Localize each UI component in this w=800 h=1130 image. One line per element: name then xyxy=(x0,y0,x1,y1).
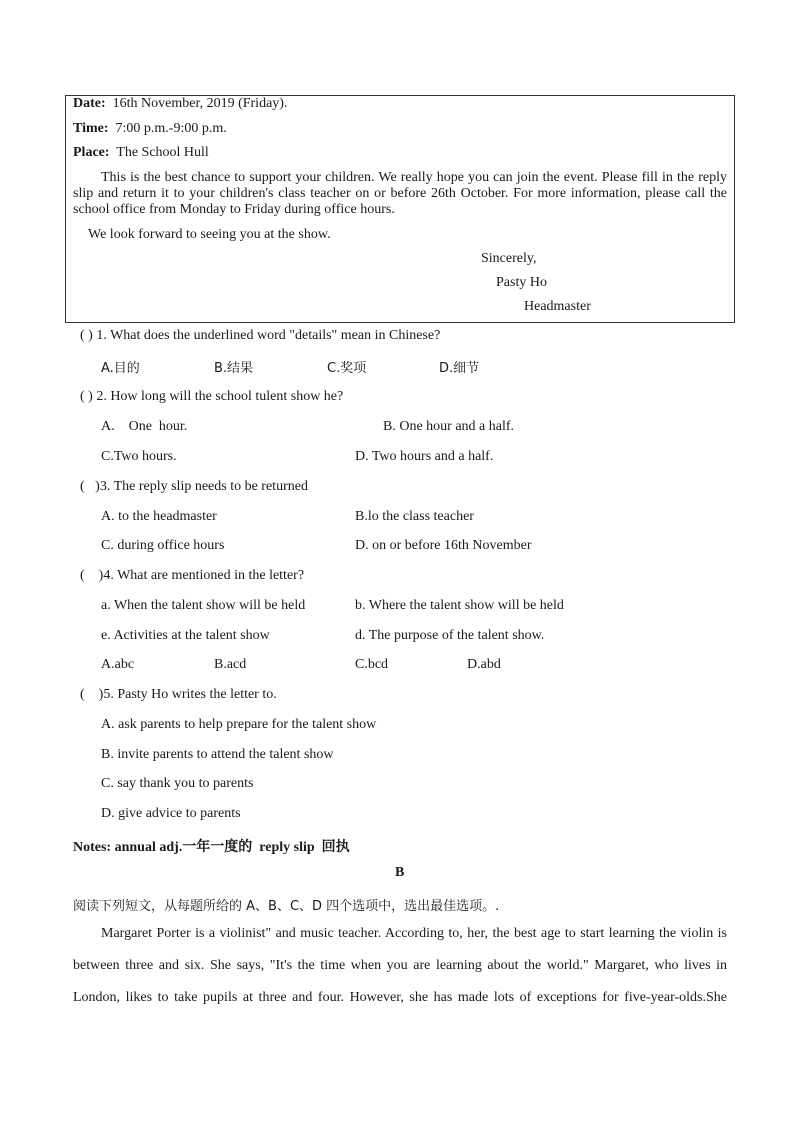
question-4-option-b: B.acd xyxy=(214,657,247,672)
question-4-stem: ( )4. What are mentioned in the letter? xyxy=(80,568,305,583)
question-5-option-b: B. invite parents to attend the talent show xyxy=(101,747,334,762)
question-4-option-d: D.abd xyxy=(467,657,501,672)
vocabulary-notes: Notes: annual adj.一年一度的 reply slip 回执 xyxy=(73,840,350,855)
time-value: 7:00 p.m.-9:00 p.m. xyxy=(115,121,227,136)
question-5-option-c: C. say thank you to parents xyxy=(101,776,254,791)
question-1-option-b: B.结果 xyxy=(214,361,254,376)
signer-title: Headmaster xyxy=(524,299,591,314)
question-5-option-d: D. give advice to parents xyxy=(101,806,241,821)
question-1-option-a: A.目的 xyxy=(101,361,140,376)
question-4-option-a: A.abc xyxy=(101,657,135,672)
question-4-item-d: d. The purpose of the talent show. xyxy=(355,628,545,643)
time-line xyxy=(73,121,227,137)
passage-line-3: London, likes to take pupils at three and four. However, she has made lots of exceptions for five-year-olds.She xyxy=(73,990,727,1005)
signer-name: Pasty Ho xyxy=(496,275,547,290)
passage-line-2: between three and six. She says, "It's the time when you are learning about the world." Margaret, who lives in xyxy=(73,958,727,973)
notice-body: This is the best chance to support your children. We really hope you can join the event. Please fill in the reply slip and return it to your children's class teacher on or before 26th October. For more information, please call the school office from Monday to Friday during office hours. xyxy=(73,170,727,217)
question-3-stem: ( )3. The reply slip needs to be returned xyxy=(80,479,308,494)
question-2-option-b: B. One hour and a half. xyxy=(383,419,515,434)
question-1-option-c: C.奖项 xyxy=(327,361,367,376)
place-value: The School Hull xyxy=(116,145,209,160)
question-4-item-e: e. Activities at the talent show xyxy=(101,628,270,643)
date-value: 16th November, 2019 (Friday). xyxy=(112,96,288,111)
sign-off: Sincerely, xyxy=(481,251,537,266)
date-label: Date: xyxy=(73,96,106,111)
question-1-option-d: D.细节 xyxy=(439,361,480,376)
question-2-stem: ( ) 2. How long will the school tulent show he? xyxy=(80,389,344,404)
question-4-item-b: b. Where the talent show will be held xyxy=(355,598,564,613)
place-label: Place: xyxy=(73,145,110,160)
closing-line: We look forward to seeing you at the show. xyxy=(88,227,331,242)
passage-line-1: Margaret Porter is a violinist" and music teacher. According to, her, the best age to start learning the violin is xyxy=(101,926,727,941)
section-b-heading: B xyxy=(395,865,405,880)
date-line xyxy=(73,96,287,112)
question-2-option-c: C.Two hours. xyxy=(101,449,177,464)
question-3-option-d: D. on or before 16th November xyxy=(355,538,532,553)
place-line xyxy=(73,145,209,161)
question-4-option-c: C.bcd xyxy=(355,657,389,672)
question-2-option-a: A. One hour. xyxy=(101,419,188,434)
time-label: Time: xyxy=(73,121,109,136)
question-4-item-a: a. When the talent show will be held xyxy=(101,598,306,613)
section-b-instruction: 阅读下列短文，从每题所给的 A、B、C、D 四个选项中，选出最佳选项。. xyxy=(73,899,500,914)
question-2-option-d: D. Two hours and a half. xyxy=(355,449,494,464)
question-3-option-c: C. during office hours xyxy=(101,538,225,553)
question-1-stem: ( ) 1. What does the underlined word "details" mean in Chinese? xyxy=(80,328,441,343)
question-5-stem: ( )5. Pasty Ho writes the letter to. xyxy=(80,687,277,702)
question-5-option-a: A. ask parents to help prepare for the talent show xyxy=(101,717,377,732)
question-3-option-a: A. to the headmaster xyxy=(101,509,217,524)
question-3-option-b: B.lo the class teacher xyxy=(355,509,474,524)
